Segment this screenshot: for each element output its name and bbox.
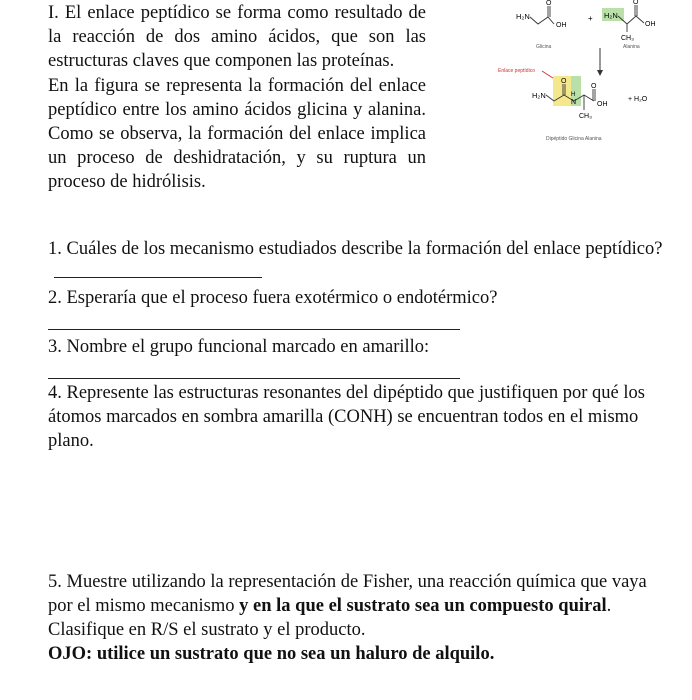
answer-line-1[interactable]: [54, 261, 262, 278]
question-2: [48, 286, 658, 310]
answer-line-3[interactable]: [48, 378, 460, 379]
dipeptide-oh: OH: [597, 101, 608, 108]
question-4-text: 4. Represente las estructuras resonantes del dipéptido que justifiquen por qué los átomos marcados en sombra amarilla (CONH) se encuentran todos en el mismo plano.: [48, 383, 645, 451]
alanine-ch3: CH₃: [621, 35, 634, 42]
intro-paragraph-1: I. El enlace peptídico se forma como resultado de la reacción de dos amino ácidos, que son las estructuras claves que componen las proteínas.: [48, 3, 426, 72]
glycine-o: O: [546, 0, 552, 7]
question-5-note: OJO: utilice un sustrato que no sea un haluro de alquilo.: [48, 644, 495, 664]
glycine-oh: OH: [556, 22, 567, 29]
glycine-structure: [516, 0, 567, 50]
question-3-text: 3. Nombre el grupo funcional marcado en amarillo:: [48, 337, 430, 357]
intro-text: [48, 1, 426, 195]
alanine-oh: OH: [645, 21, 656, 28]
glycine-label: Glicina: [536, 44, 552, 50]
water-product: + H₂O: [628, 96, 648, 103]
alanine-label: Alanina: [623, 44, 640, 50]
question-2-text: 2. Esperaría que el proceso fuera exotérmico o endotérmico?: [48, 288, 498, 308]
peptide-bond-figure: [490, 0, 670, 150]
question-5-text-part2: . Clasifique en R/S el sustrato y el producto.: [48, 596, 612, 640]
dipeptide-h: H: [571, 92, 576, 98]
plus-sign: +: [588, 14, 593, 23]
dipeptide-o1: O: [561, 78, 567, 85]
answer-line-2[interactable]: [48, 329, 460, 330]
peptide-bond-label: Enlace peptídico: [498, 68, 535, 74]
dipeptide-nh2: H₂N: [532, 91, 546, 100]
dipeptide-o2: O: [591, 83, 597, 90]
alanine-structure: [602, 0, 656, 50]
glycine-nh2: H₂N: [516, 12, 530, 21]
intro-paragraph-2: En la figura se representa la formación del enlace peptídico entre los amino ácidos glicina y alanina. Como se observa, la formación del enlace implica un proceso de deshidratación, y su ruptura un proceso de hidrólisis.: [48, 75, 426, 193]
question-4: [48, 381, 658, 453]
alanine-o: O: [633, 0, 639, 6]
question-1: [48, 237, 668, 285]
question-5: [48, 570, 658, 666]
dipeptide-ch3: CH₃: [579, 113, 592, 120]
question-5-text-part1: 5. Muestre utilizando la representación de Fisher, una reacción química que vaya por el mismo mecanismo: [48, 572, 647, 616]
alanine-nh2: H₂N: [604, 11, 618, 20]
question-3: [48, 335, 658, 359]
question-5-bold-text: y en la que el sustrato sea un compuesto quiral: [239, 596, 607, 616]
dipeptide-n: N: [571, 99, 577, 106]
dipeptide-label: Dipéptido Glicina Alanina: [546, 136, 602, 142]
dipeptide-structure: [532, 76, 648, 142]
question-1-text: 1. Cuáles de los mecanismo estudiados describe la formación del enlace peptídico?: [48, 239, 663, 259]
